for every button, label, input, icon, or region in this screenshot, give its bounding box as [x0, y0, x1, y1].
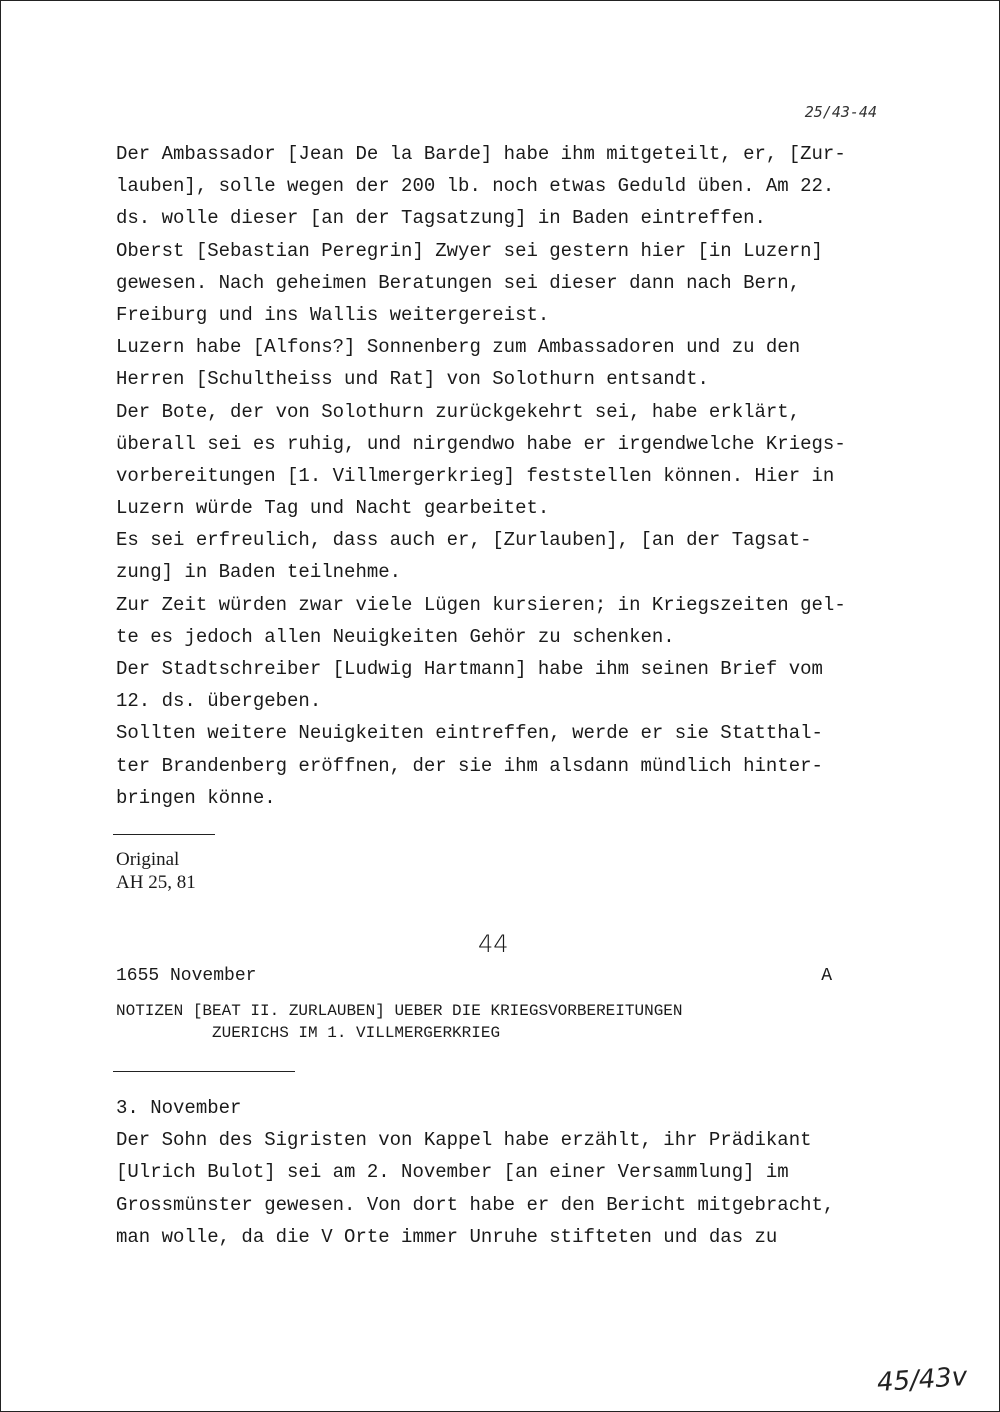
body-line: Sollten weitere Neuigkeiten eintreffen, werde er sie Statthal-	[116, 722, 823, 745]
body-line: te es jedoch allen Neuigkeiten Gehör zu schenken.	[116, 625, 675, 648]
page-reference: 25/43-44	[804, 103, 877, 121]
heading-divider	[113, 1071, 295, 1072]
heading-line: ZUERICHS IM 1. VILLMERGERKRIEG	[212, 1024, 501, 1042]
body-line: vorbereitungen [1. Villmergerkrieg] feststellen können. Hier in	[116, 464, 835, 487]
body-line: Der Ambassador [Jean De la Barde] habe ihm mitgeteilt, er, [Zur-	[116, 143, 846, 165]
document-number: 44	[478, 930, 509, 958]
body-line: Der Bote, der von Solothurn zurückgekehrt sei, habe erklärt,	[116, 400, 801, 423]
handwritten-archive-note: 45/43v	[876, 1361, 969, 1399]
body-line: Der Stadtschreiber [Ludwig Hartmann] habe ihm seinen Brief vom	[116, 658, 823, 680]
body-line: lauben], solle wegen der 200 lb. noch etwas Geduld üben. Am 22.	[116, 175, 835, 198]
body-line: 12. ds. übergeben.	[116, 690, 322, 713]
document-date: 1655 November	[116, 966, 257, 986]
body-line: Herren [Schultheiss und Rat] von Solothurn entsandt.	[116, 368, 709, 391]
entry-line: man wolle, da die V Orte immer Unruhe stifteten und das zu	[116, 1225, 778, 1248]
body-line: Freiburg und ins Wallis weitergereist.	[116, 303, 550, 326]
notes-entry	[116, 1092, 834, 1253]
document-heading	[116, 1000, 683, 1044]
source-reference: AH 25, 81	[116, 872, 196, 893]
source-type: Original	[116, 849, 180, 870]
body-line: Luzern habe [Alfons?] Sonnenberg zum Ambassadoren und zu den	[116, 336, 801, 359]
entry-date: 3. November	[116, 1097, 242, 1119]
entry-line: Grossmünster gewesen. Von dort habe er den Bericht mitgebracht,	[116, 1193, 835, 1216]
source-divider	[113, 834, 215, 835]
body-line: Es sei erfreulich, dass auch er, [Zurlauben], [an der Tagsat-	[116, 529, 812, 552]
heading-line: NOTIZEN [BEAT II. ZURLAUBEN] UEBER DIE KRIEGSVORBEREITUNGEN	[116, 1002, 683, 1020]
body-line: ds. wolle dieser [an der Tagsatzung] in Baden eintreffen.	[116, 207, 766, 230]
body-line: bringen könne.	[116, 786, 276, 809]
body-line: Luzern würde Tag und Nacht gearbeitet.	[116, 497, 550, 520]
body-line: Zur Zeit würden zwar viele Lügen kursieren; in Kriegszeiten gel-	[116, 593, 846, 616]
entry-line: [Ulrich Bulot] sei am 2. November [an einer Versammlung] im	[116, 1161, 789, 1184]
body-line: gewesen. Nach geheimen Beratungen sei dieser dann nach Bern,	[116, 271, 801, 294]
letter-summary	[116, 138, 896, 814]
entry-line: Der Sohn des Sigristen von Kappel habe erzählt, ihr Prädikant	[116, 1129, 812, 1152]
document-category: A	[821, 966, 832, 986]
body-line: zung] in Baden teilnehme.	[116, 561, 402, 584]
body-line: Oberst [Sebastian Peregrin] Zwyer sei gestern hier [in Luzern]	[116, 239, 823, 262]
body-line: ter Brandenberg eröffnen, der sie ihm alsdann mündlich hinter-	[116, 754, 823, 777]
source-note	[116, 848, 196, 894]
body-line: überall sei es ruhig, und nirgendwo habe er irgendwelche Kriegs-	[116, 432, 846, 455]
